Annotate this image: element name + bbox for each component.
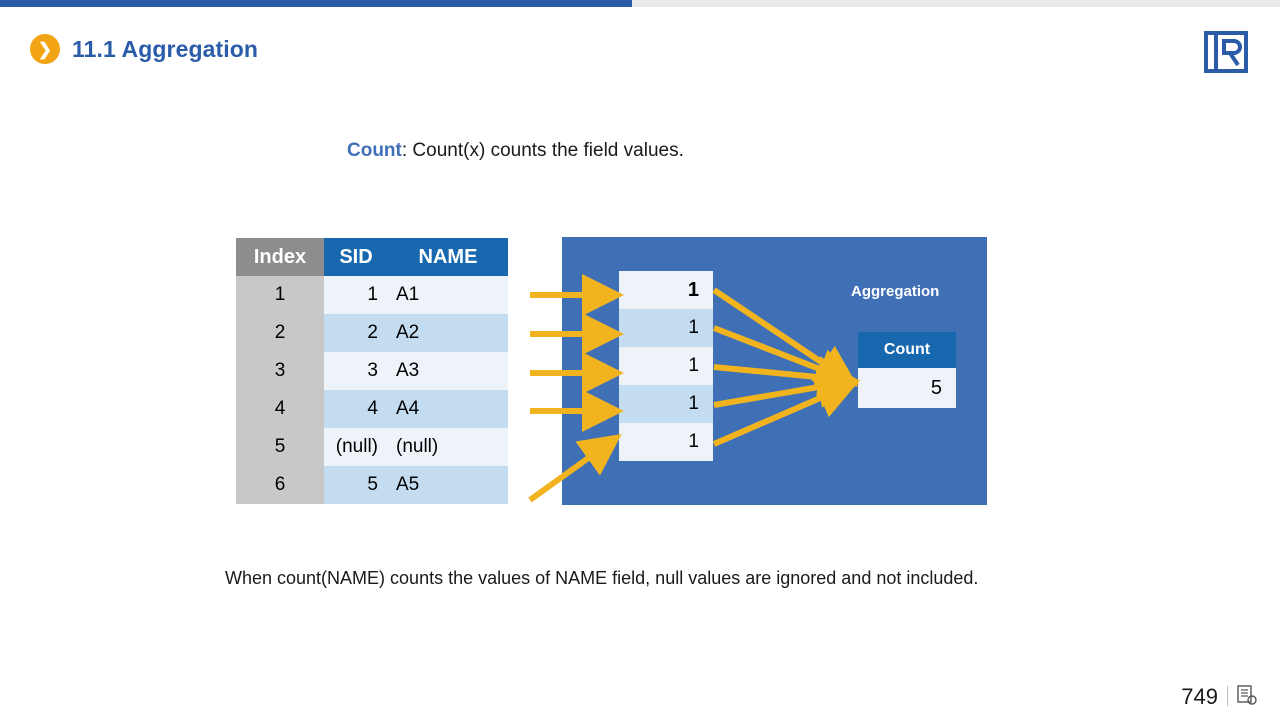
column-header-sid: SID bbox=[324, 238, 388, 276]
cell-name: A4 bbox=[388, 390, 508, 428]
cell-name-null: (null) bbox=[388, 428, 508, 466]
table-row bbox=[236, 314, 508, 352]
top-accent-bar-blue bbox=[0, 0, 632, 7]
cell-name: A3 bbox=[388, 352, 508, 390]
source-table bbox=[236, 238, 508, 504]
count-result-box bbox=[858, 332, 956, 408]
document-pages-icon bbox=[1236, 684, 1258, 706]
footer-note: When count(NAME) counts the values of NAME field, null values are ignored and not included. bbox=[225, 568, 979, 588]
cell-name: A5 bbox=[388, 466, 508, 504]
intermediate-column bbox=[619, 271, 713, 461]
page-number: 749 bbox=[1181, 684, 1218, 709]
cell-index: 1 bbox=[236, 276, 324, 314]
cell-sid: 2 bbox=[324, 314, 388, 352]
intermediate-cell: 1 bbox=[619, 271, 713, 309]
column-header-name: NAME bbox=[388, 238, 508, 276]
book-logo-icon bbox=[1204, 30, 1248, 74]
table-header-row bbox=[236, 238, 508, 276]
cell-index: 4 bbox=[236, 390, 324, 428]
cell-sid-null: (null) bbox=[324, 428, 388, 466]
cell-sid: 3 bbox=[324, 352, 388, 390]
cell-index: 6 bbox=[236, 466, 324, 504]
cell-sid: 1 bbox=[324, 276, 388, 314]
caption-keyword: Count bbox=[347, 140, 402, 161]
caption-text: : Count(x) counts the field values. bbox=[401, 140, 684, 161]
aggregation-panel bbox=[562, 237, 987, 505]
cell-sid: 4 bbox=[324, 390, 388, 428]
aggregation-label: Aggregation bbox=[851, 283, 940, 300]
intermediate-cell: 1 bbox=[619, 347, 713, 385]
footer-divider bbox=[1227, 686, 1228, 706]
cell-sid: 5 bbox=[324, 466, 388, 504]
cell-name: A2 bbox=[388, 314, 508, 352]
cell-index: 2 bbox=[236, 314, 324, 352]
intermediate-cell: 1 bbox=[619, 423, 713, 461]
table-row bbox=[236, 466, 508, 504]
cell-index: 5 bbox=[236, 428, 324, 466]
page-title: 11.1 Aggregation bbox=[72, 35, 259, 62]
chevron-right-icon: ❯ bbox=[30, 34, 60, 64]
table-row bbox=[236, 390, 508, 428]
slide-header bbox=[30, 34, 258, 64]
column-header-index: Index bbox=[236, 238, 324, 276]
table-row-null bbox=[236, 428, 508, 466]
caption-line bbox=[347, 140, 684, 162]
count-result-header: Count bbox=[858, 332, 956, 368]
top-accent-bar-grey bbox=[632, 0, 1280, 7]
intermediate-cell: 1 bbox=[619, 385, 713, 423]
cell-index: 3 bbox=[236, 352, 324, 390]
count-result-value: 5 bbox=[858, 368, 956, 408]
table-row bbox=[236, 276, 508, 314]
intermediate-cell: 1 bbox=[619, 309, 713, 347]
cell-name: A1 bbox=[388, 276, 508, 314]
table-row bbox=[236, 352, 508, 390]
